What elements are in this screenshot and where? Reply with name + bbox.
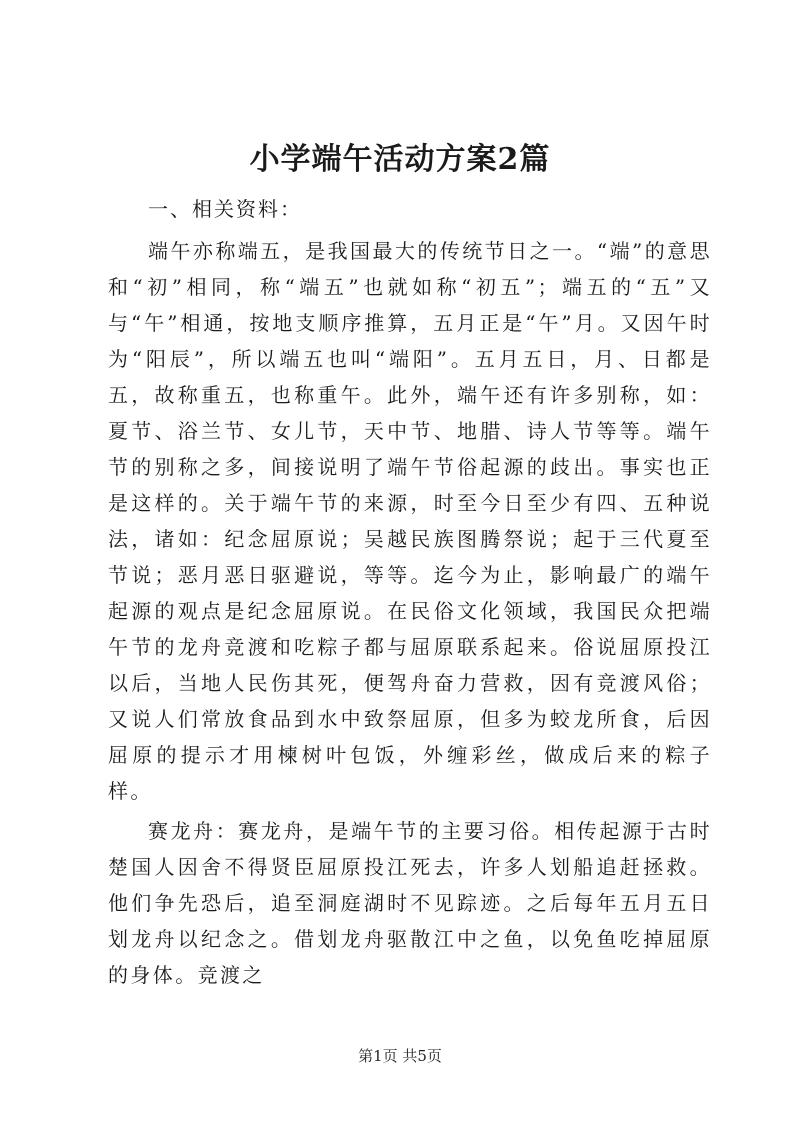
section-heading: 一、相关资料：: [148, 197, 302, 221]
paragraph-dragon-boat: 赛龙舟：赛龙舟，是端午节的主要习俗。相传起源于古时楚国人因舍不得贤臣屈原投江死去，许多人划船追赶拯救。他们争先恐后，追至洞庭湖时不见踪迹。之后每年五月五日划龙舟以纪念之。借划龙舟驱散江中之鱼，以免鱼吃掉屈原的身体。竞渡之: [108, 819, 712, 987]
document-body: [108, 191, 712, 997]
paragraph-origin: 端午亦称端五，是我国最大的传统节日之一。“端”的意思和“初”相同，称“端五”也就如称“初五”；端五的“五”又与“午”相通，按地支顺序推算，五月正是“午”月。又因午时为“阳辰”，所以端五也叫“端阳”。五月五日，月、日都是五，故称重五，也称重午。此外，端午还有许多别称，如：夏节、浴兰节、女儿节，天中节、地腊、诗人节等等。端午节的别称之多，间接说明了端午节俗起源的歧出。事实也正是这样的。关于端午节的来源，时至今日至少有四、五种说法，诸如：纪念屈原说；吴越民族图腾祭说；起于三代夏至节说；恶月恶日驱避说，等等。迄今为止，影响最广的端午起源的观点是纪念屈原说。在民俗文化领域，我国民众把端午节的龙舟竞渡和吃粽子都与屈原联系起来。俗说屈原投江以后，当地人民伤其死，便驾舟奋力营救，因有竞渡风俗；又说人们常放食品到水中致祭屈原，但多为蛟龙所食，后因屈原的提示才用楝树叶包饭，外缠彩丝，做成后来的粽子样。: [108, 239, 712, 803]
page-footer: 第1页 共5页: [358, 1047, 442, 1065]
document-title: 小学端午活动方案2篇: [249, 142, 551, 177]
